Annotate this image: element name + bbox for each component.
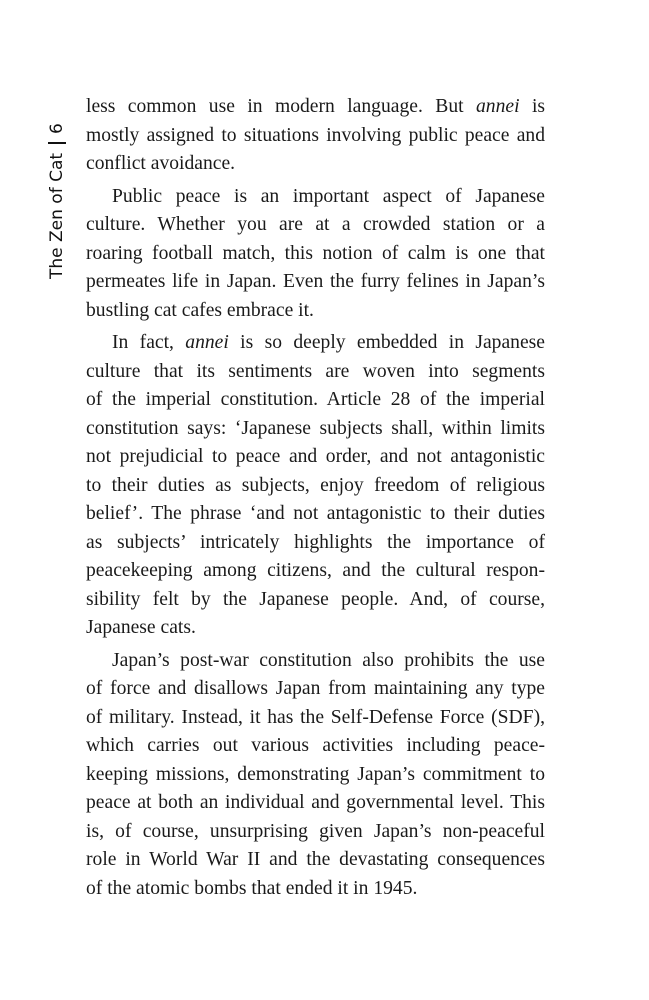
text-line	[86, 122, 545, 151]
italic-term: annei	[476, 96, 520, 117]
text-segment: as subjects’ intricately highlights the importance of	[86, 531, 545, 553]
text-line	[86, 675, 545, 704]
text-line	[86, 818, 545, 847]
page-number: 6	[47, 123, 67, 134]
text-line	[86, 875, 545, 904]
text-segment: not prejudicial to peace and order, and not antagonistic	[86, 446, 545, 467]
text-line	[86, 93, 545, 122]
text-line	[86, 150, 545, 179]
text-line	[86, 240, 545, 269]
text-segment: sibility felt by the Japanese people. And, of course,	[86, 588, 545, 610]
text-line	[86, 329, 545, 358]
text-line	[86, 358, 545, 387]
text-segment: of force and disallows Japan from maintaining any type	[86, 678, 545, 699]
text-line	[86, 761, 545, 790]
running-head	[40, 97, 74, 279]
text-segment: of military. Instead, it has the Self-Defense Force (SDF),	[86, 706, 545, 728]
text-segment: which carries out various activities including peace-	[86, 735, 545, 756]
text-line	[86, 557, 545, 586]
text-segment: peace at both an individual and governmental level. This	[86, 792, 545, 813]
text-line	[86, 732, 545, 761]
body-text	[86, 93, 545, 903]
text-segment: culture. Whether you are at a crowded station or a	[86, 214, 545, 235]
text-segment: to their duties as subjects, enjoy freedom of religious	[86, 474, 545, 496]
text-line	[86, 614, 545, 643]
text-segment: Japan’s post-war constitution also prohibits the use	[112, 649, 545, 671]
text-segment: Public peace is an important aspect of Japanese	[112, 185, 545, 207]
text-segment: constitution says: ‘Japanese subjects shall, within limits	[86, 417, 545, 439]
text-line	[86, 183, 545, 212]
text-segment: of the imperial constitution. Article 28 of the imperial	[86, 389, 545, 410]
text-line	[86, 472, 545, 501]
text-line	[86, 704, 545, 733]
text-line	[86, 415, 545, 444]
text-line	[86, 529, 545, 558]
text-segment: conflict avoidance.	[86, 153, 236, 174]
text-line	[86, 846, 545, 875]
paragraph	[86, 329, 545, 643]
text-segment: peacekeeping among citizens, and the cultural respon-	[86, 560, 545, 581]
text-segment: Japanese cats.	[86, 617, 196, 638]
paragraph	[86, 183, 545, 326]
text-line	[86, 268, 545, 297]
text-line	[86, 211, 545, 240]
text-segment: In fact,	[112, 332, 186, 353]
text-segment: permeates life in Japan. Even the furry felines in Japan’s	[86, 271, 545, 292]
text-segment: bustling cat cafes embrace it.	[86, 299, 314, 321]
text-line	[86, 647, 545, 676]
text-line	[86, 586, 545, 615]
text-segment: is, of course, unsurprising given Japan’s non-peaceful	[86, 820, 545, 842]
text-segment: keeping missions, demonstrating Japan’s commitment to	[86, 763, 545, 785]
text-line	[86, 789, 545, 818]
running-head-rotated	[40, 97, 74, 279]
text-segment: is so deeply embedded in Japanese	[228, 332, 545, 353]
text-line	[86, 443, 545, 472]
text-segment: roaring football match, this notion of calm is one that	[86, 242, 545, 264]
running-head-separator	[48, 142, 66, 144]
text-segment: is	[519, 96, 546, 117]
text-line	[86, 386, 545, 415]
paragraph	[86, 93, 545, 179]
text-line	[86, 500, 545, 529]
text-segment: of the atomic bombs that ended it in 1945.	[86, 877, 418, 899]
text-segment: role in World War II and the devastating consequences	[86, 849, 545, 870]
paragraph	[86, 647, 545, 904]
book-title: The Zen of Cat	[47, 152, 67, 279]
text-segment: less common use in modern language. But	[86, 96, 476, 117]
text-line	[86, 297, 545, 326]
text-segment: culture that its sentiments are woven into segments	[86, 360, 545, 382]
text-segment: mostly assigned to situations involving public peace and	[86, 124, 545, 146]
text-segment: belief’. The phrase ‘and not antagonistic to their duties	[86, 503, 545, 524]
italic-term: annei	[185, 332, 229, 353]
